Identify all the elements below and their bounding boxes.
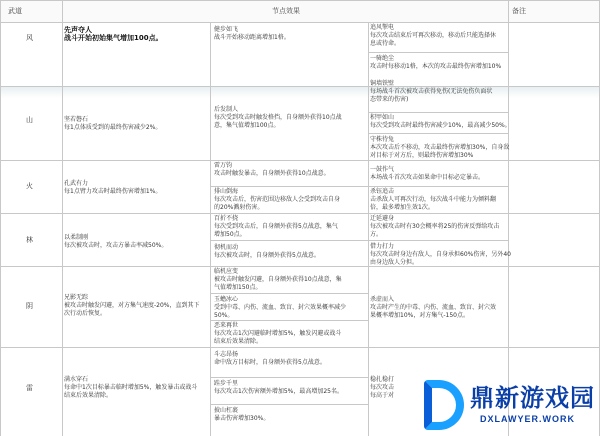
dao-name-huo: 火 xyxy=(26,182,33,190)
header-note: 备注 xyxy=(512,7,526,15)
table-border-top xyxy=(0,0,600,1)
row-divider xyxy=(0,160,600,161)
feng-node-3a: 追风掣电 每次攻击结束后可再次移动，移动后只能选择休 息或待命。 xyxy=(370,24,497,47)
yin-node-3: 杀虚而入 攻击时产生的中毒、内伤、流血、致盲、封穴效 果概率增加10%，对方集气-150点。 xyxy=(370,296,497,319)
lei-node-2b: 跬步千里 每次攻击1次伤害额外增加5%，最高增加25名。 xyxy=(214,380,343,395)
logo-url: DXLAWYER.WORK xyxy=(480,414,575,424)
site-logo xyxy=(418,372,600,436)
cell-divider xyxy=(210,377,368,378)
table-header-bg xyxy=(0,0,600,22)
cell-divider xyxy=(210,186,508,187)
col-divider xyxy=(210,22,211,436)
yin-node-2b: 玉蟾冰心 受到中毒、内伤、流血、致盲、封穴效果概率减少 50%。 xyxy=(214,296,347,319)
lei-node-2c: 披山杠裹 暴击伤害增加30%。 xyxy=(214,407,270,422)
cell-divider xyxy=(210,240,508,241)
row-divider xyxy=(0,347,600,348)
lin-node-1: 以柔制刚 每次被攻击时，攻击方暴击率减50%。 xyxy=(64,234,168,249)
shan-node-2: 后发制人 每次受到攻击时触发格挡，自身额外获得10点战 意，集气值增加100点。 xyxy=(214,106,342,129)
yin-node-1: 兄影无踪 被攻击时触发闪避，对方集气速度-20%，直到其下 次行动后恢复。 xyxy=(64,294,200,317)
table-border-left xyxy=(0,0,1,436)
lin-node-3b: 借力打力 每次攻击时身边有敌人，自身承担60%伤害，另外40 由身边敌人分担。 xyxy=(370,243,511,266)
col-divider xyxy=(368,22,369,436)
shan-node-3b: 积甲如山 每次受到攻击时最终伤害减少10%，最高减少50%。 xyxy=(370,114,511,129)
col-divider xyxy=(508,0,509,436)
header-divider xyxy=(0,22,600,23)
dao-name-feng: 风 xyxy=(26,34,33,42)
shan-node-3c: 守株待兔 本次攻击后不移动，攻击最终伤害增加30%，自身敌 对目标于对方后，则最终伤害增加30% xyxy=(370,136,510,159)
dao-name-lei: 雷 xyxy=(26,384,33,392)
row-divider xyxy=(0,86,600,87)
huo-node-2b: 排山倒海 每次攻击后，伤害范围边移敌人会受到攻击自身 的20%溅射伤害。 xyxy=(214,188,341,211)
cell-divider xyxy=(210,404,368,405)
lin-node-2a: 百折不挠 每次受到攻击后，自身额外获得5点战意，集气 增加50点。 xyxy=(214,215,338,238)
yin-node-2c: 恶来再世 每次攻击1次闪避临时增加5%，触发闪避或战斗 结束后效果清除。 xyxy=(214,322,342,345)
shan-node-3a: 铜墙铁壁 每场战斗首次被攻击获得免伤(无法免伤负面状 态带来的伤害) xyxy=(370,80,493,103)
lei-node-3: 稳扎稳打 每次攻击 每高于对 xyxy=(370,376,395,399)
lei-node-2a: 斗志昂扬 命中敌方目标时，自身额外获得5点战意。 xyxy=(214,351,326,366)
shan-node-1: 坚若磐石 每1点体质受到的最终伤害减少2%。 xyxy=(64,116,162,131)
huo-node-3b: 杀钰追击 击杀敌人可再次行动，每次战斗中能力为倾料翻 倍，最多增加生效1次。 xyxy=(370,188,497,211)
cell-divider xyxy=(368,133,508,134)
feng-node-2: 健步如飞 战斗开始移动距离增加1格。 xyxy=(214,26,290,41)
lin-node-2b: 彻机而动 每次被攻击时，自身额外获得5点战意。 xyxy=(214,244,320,259)
feng-node-3b: 一骑绝尘 攻击时每移动1格，本次的攻击最终伤害增加10% xyxy=(370,55,502,70)
logo-title: 鼎新游戏园 xyxy=(470,384,595,412)
row-divider xyxy=(0,213,600,214)
cell-divider xyxy=(210,320,368,321)
yin-node-2a: 临机应变 被攻击时触发闪避，自身额外获得10点战意，集 气值增加150点。 xyxy=(214,268,342,291)
row-shadow xyxy=(0,86,600,98)
cell-divider xyxy=(210,293,368,294)
dao-name-lin: 林 xyxy=(26,236,33,244)
col-divider xyxy=(62,0,63,436)
dao-name-shan: 山 xyxy=(26,116,33,124)
header-dao: 武道 xyxy=(8,7,22,15)
lin-node-3a: 迁延避身 每次被攻击时有30会概率将25的伤害反弹给攻击 方。 xyxy=(370,215,500,238)
huo-node-3a: 一鼓作气 本场战斗首次攻击如果命中目标必定暴击。 xyxy=(370,166,485,181)
dao-name-yin: 阴 xyxy=(26,302,33,310)
cell-divider xyxy=(368,52,508,53)
lei-node-1: 满水穿石 每命中1次目标暴击临时增加5%，触发暴击或战斗 结束后效果清除。 xyxy=(64,376,198,399)
huo-node-2a: 雷万钧 攻击时触发暴击，自身额外获得10点战意。 xyxy=(214,162,330,177)
cell-divider xyxy=(368,112,508,113)
huo-node-1: 孔武有力 每1点臂力攻击时最终伤害增加1%。 xyxy=(64,180,162,195)
feng-node-1: 先声夺人 战斗开始初始集气增加100点。 xyxy=(64,26,163,42)
header-effect: 节点效果 xyxy=(272,7,300,15)
